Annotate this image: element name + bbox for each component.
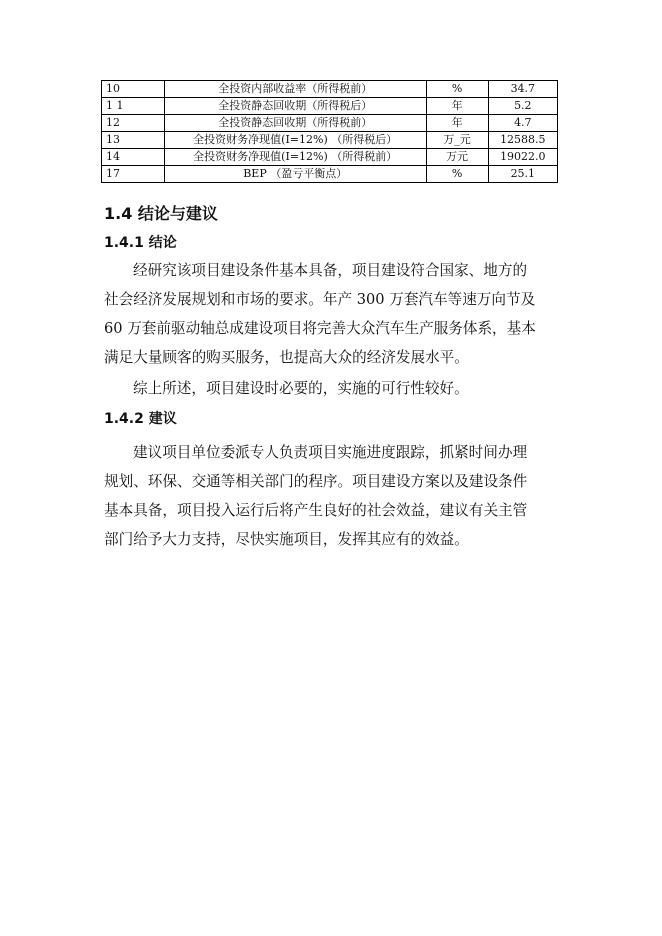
indicator-name: 全投资静态回收期（所得税前） — [164, 115, 426, 132]
indicator-unit: 年 — [426, 115, 488, 132]
indicator-value: 12588.5 — [488, 132, 557, 149]
indicator-value: 4.7 — [488, 115, 557, 132]
row-number: 10 — [102, 81, 165, 98]
indicator-value: 25.1 — [488, 166, 557, 183]
indicator-value: 5.2 — [488, 98, 557, 115]
table-row — [102, 132, 558, 149]
summary-paragraph: 综上所述，项目建设时必要的，实施的可行性较好。 — [133, 380, 469, 397]
row-number: 12 — [102, 115, 165, 132]
table-row — [102, 149, 558, 166]
conclusion-paragraph: 经研究该项目建设条件基本具备，项目建设符合国家、地方的 社会经济发展规划和市场的要求。年产 300 万套汽车等速万向节及 60 万套前驱动轴总成建设项目将完善大众汽车生产服务体系，基本 满足大量顾客的购买服务，也提高大众的经济发展水平。 — [104, 262, 536, 366]
row-number: 1 1 — [102, 98, 165, 115]
indicator-unit: % — [426, 81, 488, 98]
indicator-unit: % — [426, 166, 488, 183]
indicator-value: 19022.0 — [488, 149, 557, 166]
financial-indicators-table — [101, 80, 558, 183]
suggestion-heading: 1.4.2 建议 — [104, 411, 177, 427]
indicator-unit: 万_元 — [426, 132, 488, 149]
row-number: 14 — [102, 149, 165, 166]
indicator-name: BEP （盈亏平衡点） — [164, 166, 426, 183]
table-row — [102, 98, 558, 115]
indicator-name: 全投资内部收益率（所得税前） — [164, 81, 426, 98]
row-number: 13 — [102, 132, 165, 149]
indicator-unit: 年 — [426, 98, 488, 115]
table-row — [102, 166, 558, 183]
indicator-name: 全投资财务净现值(I=12%) （所得税前） — [164, 149, 426, 166]
indicator-name: 全投资财务净现值(I=12%) （所得税后） — [164, 132, 426, 149]
indicator-value: 34.7 — [488, 81, 557, 98]
indicator-name: 全投资静态回收期（所得税后） — [164, 98, 426, 115]
conclusion-heading: 1.4.1 结论 — [104, 235, 177, 251]
indicator-unit: 万元 — [426, 149, 488, 166]
row-number: 17 — [102, 166, 165, 183]
suggestion-paragraph: 建议项目单位委派专人负责项目实施进度跟踪，抓紧时间办理 规划、环保、交通等相关部门的程序。项目建设方案以及建设条件 基本具备，项目投入运行后将产生良好的社会效益，建议有关主管 部门给予大力支持，尽快实施项目，发挥其应有的效益。 — [104, 444, 528, 548]
table-row — [102, 115, 558, 132]
section-heading: 1.4 结论与建议 — [104, 204, 218, 223]
table-row — [102, 81, 558, 98]
